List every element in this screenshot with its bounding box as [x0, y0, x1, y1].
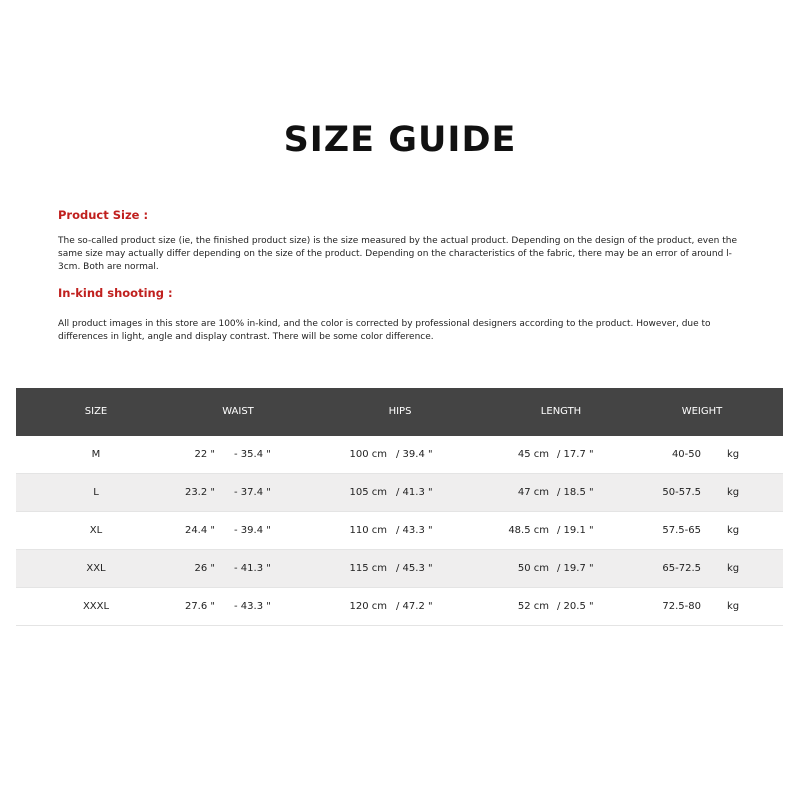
table-row: [16, 436, 783, 474]
waist-cell-a: 23.2 ": [184, 487, 215, 498]
header-hips: HIPS: [388, 406, 412, 417]
in-kind-shooting-text: [58, 318, 738, 344]
length-cell-a: 45 cm: [517, 449, 549, 460]
page-title: SIZE GUIDE: [283, 120, 517, 160]
weight-unit-cell: kg: [727, 601, 740, 612]
hips-cell-b: / 39.4 ": [396, 449, 433, 460]
length-cell-a: 50 cm: [517, 563, 549, 574]
product-size-line: same size may actually differ depending on the size of the product. Depending on the characteristics of the fabric, there may be an error of around l-: [58, 249, 732, 259]
in-kind-line: differences in light, angle and display contrast. There will be some color difference.: [58, 332, 434, 342]
length-cell-a: 48.5 cm: [508, 525, 549, 536]
length-cell-b: / 20.5 ": [557, 601, 594, 612]
header-weight: WEIGHT: [681, 406, 723, 417]
size-cell: XL: [89, 525, 103, 536]
weight-cell: 50-57.5: [662, 487, 701, 498]
table-row: [16, 512, 783, 550]
weight-cell: 72.5-80: [662, 601, 701, 612]
waist-cell-a: 24.4 ": [184, 525, 215, 536]
table-row: [16, 550, 783, 588]
size-cell: L: [93, 487, 99, 498]
hips-cell-b: / 47.2 ": [396, 601, 433, 612]
weight-unit-cell: kg: [727, 487, 740, 498]
waist-cell-b: - 37.4 ": [234, 487, 271, 498]
weight-unit-cell: kg: [727, 563, 740, 574]
waist-cell-a: 26 ": [194, 563, 215, 574]
in-kind-shooting-heading: In-kind shooting :: [58, 286, 173, 300]
hips-cell-a: 100 cm: [349, 449, 387, 460]
size-cell: M: [91, 449, 101, 460]
waist-cell-a: 22 ": [194, 449, 215, 460]
hips-cell-a: 115 cm: [349, 563, 387, 574]
header-length: LENGTH: [540, 406, 582, 417]
waist-cell-b: - 41.3 ": [234, 563, 271, 574]
waist-cell-b: - 43.3 ": [234, 601, 271, 612]
size-table-header: [16, 388, 783, 436]
table-row: [16, 588, 783, 626]
hips-cell-b: / 45.3 ": [396, 563, 433, 574]
length-cell-b: / 19.7 ": [557, 563, 594, 574]
product-size-text: [58, 235, 738, 274]
header-size: SIZE: [84, 406, 108, 417]
size-cell: XXL: [86, 563, 106, 574]
length-cell-a: 47 cm: [517, 487, 549, 498]
length-cell-b: / 18.5 ": [557, 487, 594, 498]
length-cell-b: / 17.7 ": [557, 449, 594, 460]
product-size-line: The so-called product size (ie, the finished product size) is the size measured by the actual product. Depending on the design of the product, even the: [58, 236, 737, 246]
in-kind-line: All product images in this store are 100% in-kind, and the color is corrected by professional designers according to the product. However, due to: [58, 319, 711, 329]
waist-cell-b: - 35.4 ": [234, 449, 271, 460]
weight-unit-cell: kg: [727, 449, 740, 460]
hips-cell-b: / 41.3 ": [396, 487, 433, 498]
waist-cell-b: - 39.4 ": [234, 525, 271, 536]
table-row: [16, 474, 783, 512]
product-size-line: 3cm. Both are normal.: [58, 262, 159, 272]
size-table-body: [16, 436, 783, 626]
weight-cell: 57.5-65: [662, 525, 701, 536]
length-cell-a: 52 cm: [517, 601, 549, 612]
waist-cell-a: 27.6 ": [184, 601, 215, 612]
hips-cell-a: 120 cm: [349, 601, 387, 612]
weight-cell: 65-72.5: [662, 563, 701, 574]
product-size-heading: Product Size :: [58, 208, 149, 222]
header-waist: WAIST: [222, 406, 254, 417]
hips-cell-b: / 43.3 ": [396, 525, 433, 536]
weight-unit-cell: kg: [727, 525, 740, 536]
hips-cell-a: 105 cm: [349, 487, 387, 498]
weight-cell: 40-50: [671, 449, 701, 460]
length-cell-b: / 19.1 ": [557, 525, 594, 536]
size-cell: XXXL: [82, 601, 110, 612]
hips-cell-a: 110 cm: [349, 525, 387, 536]
size-table: [16, 388, 783, 626]
